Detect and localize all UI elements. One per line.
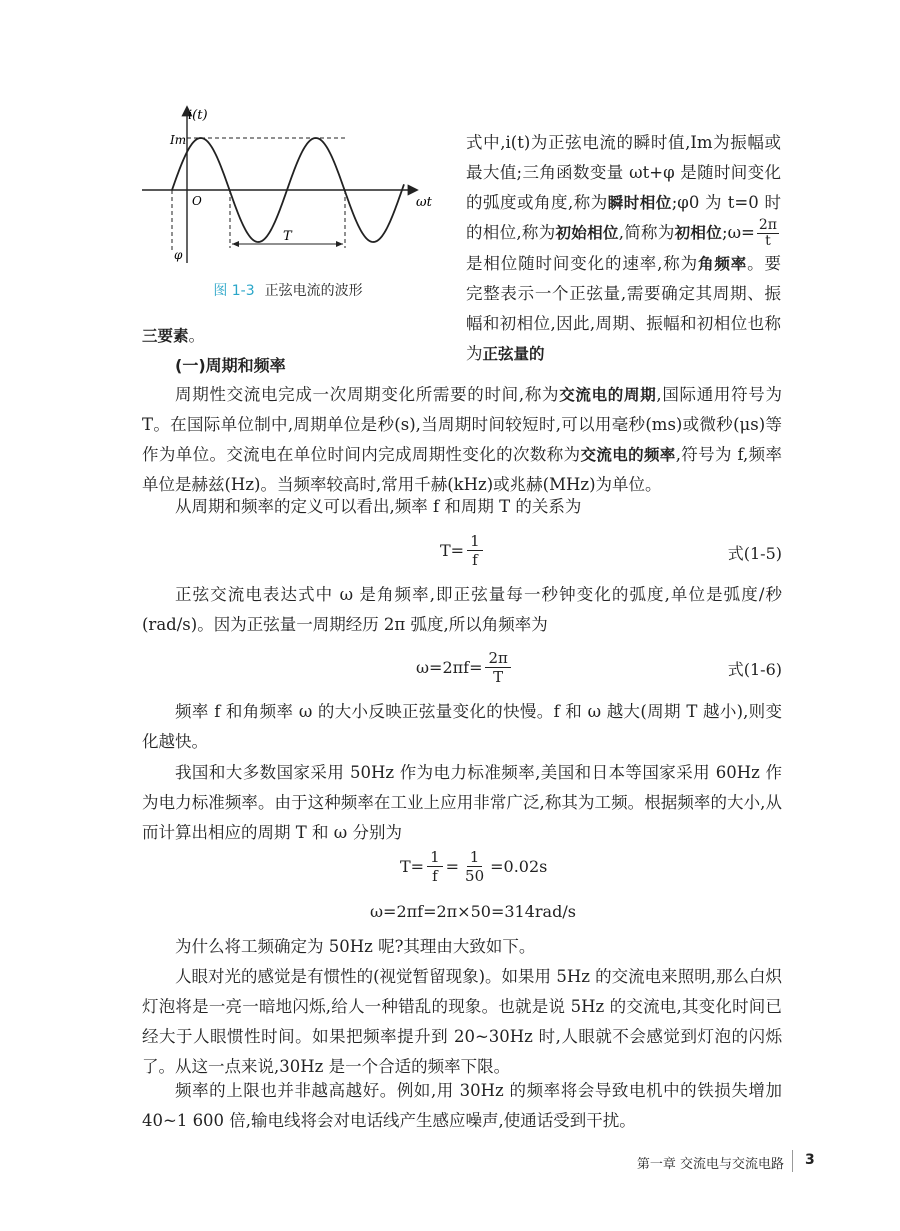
amplitude-label: Im (170, 133, 187, 147)
omega-fraction: $\frac{2\pi}{t}$ (758, 217, 777, 249)
term-initial-phase: 初始相位 (555, 224, 619, 242)
wrapped-paragraph: 式中,i(t)为正弦电流的瞬时值,Im为振幅或最大值;三角函数变量 ωt+φ 是随时间变化的弧度或角度,称为瞬时相位;φ0 为 t=0 时的相位,称为初始相位,简称为初相位;ω= $\frac{2\pi}{t}$ 是相位随时间变化的速率,称为角频率。要完整表示一个正弦量,需要确定其周期、振幅和初相位,因此,周期、振幅和初相位也称为正弦量的 (466, 133, 781, 363)
equation-number-1-6: 式(1-6) (727, 660, 782, 679)
paragraph-upper-limit: 频率的上限也并非越高越好。例如,用 30Hz 的频率将会导致电机中的铁损失增加 40~1 600 倍,输电线将会对电话线产生感应噪声,使通话受到干扰。 (142, 1081, 782, 1130)
sine-wave-figure (138, 98, 448, 308)
paragraph-period-frequency: 周期性交流电完成一次周期变化所需要的时间,称为交流电的周期,国际通用符号为 T。在国际单位制中,周期单位是秒(s),当周期时间较短时,可以用毫秒(ms)或微秒(μs)等作为单位。交流电在单位时间内完成周期性变化的次数称为交流电的频率,符号为 f,频率单位是赫兹(Hz)。当频率较高时,常用千赫(kHz)或兆赫(MHz)为单位。 (142, 385, 782, 494)
x-axis-label: ωt (416, 195, 432, 210)
figure-caption (138, 280, 438, 300)
paragraph-power-frequency: 我国和大多数国家采用 50Hz 作为电力标准频率,美国和日本等国家采用 60Hz 作为电力标准频率。由于这种频率在工业上应用非常广泛,称其为工频。根据频率的大小,从而计算出相应的周期 T 和 ω 分别为 (142, 763, 782, 842)
period-label: T (283, 229, 292, 244)
chapter-title: 第一章 交流电与交流电路 (636, 1157, 784, 1172)
term-phase: 初相位 (674, 224, 723, 242)
equation-omega-value: ω=2πf=2π×50=314rad/s (370, 902, 576, 921)
page-number: 3 (805, 1152, 815, 1168)
term-angular-frequency: 角频率 (697, 255, 748, 273)
term-instant-phase: 瞬时相位 (607, 194, 672, 212)
figure-number: 图 1-3 (213, 283, 255, 299)
origin-label: O (192, 194, 202, 208)
equation-period-value: T= $\frac{1}{f}$ = $\frac{1}{50}$ =0.02s (400, 848, 548, 885)
equation-1-5: T= $\frac{1}{f}$ (440, 532, 486, 569)
equation-number-1-5: 式(1-5) (727, 544, 782, 563)
term-frequency: 交流电的频率 (580, 446, 676, 464)
term-three-elements: 三要素 (142, 327, 189, 345)
paragraph-relation: 从周期和频率的定义可以看出,频率 f 和周期 T 的关系为 (175, 497, 582, 516)
sine-wave-diagram (138, 98, 448, 278)
paragraph-speed: 频率 f 和角频率 ω 的大小反映正弦量变化的快慢。f 和 ω 越大(周期 T 越小),则变化越快。 (142, 702, 782, 751)
figure-caption-text: 正弦电流的波形 (264, 283, 363, 299)
paragraph-lower-limit: 人眼对光的感觉是有惯性的(视觉暂留现象)。如果用 5Hz 的交流电来照明,那么白炽灯泡将是一亮一暗地闪烁,给人一种错乱的现象。也就是说 5Hz 的交流电,其变化时间已经大于人眼惯性时间。如果把频率提升到 20~30Hz 时,人眼就不会感觉到灯泡的闪烁了。从这一点来说,30Hz 是一个合适的频率下限。 (142, 967, 782, 1076)
page-footer (0, 1150, 900, 1174)
y-axis-label: i(t) (188, 108, 208, 123)
term-sinusoid: 正弦量的 (482, 345, 545, 363)
paragraph-angular-frequency: 正弦交流电表达式中 ω 是角频率,即正弦量每一秒钟变化的弧度,单位是弧度/秒(rad/s)。因为正弦量一周期经历 2π 弧度,所以角频率为 (142, 585, 782, 634)
continuation-line: 三要素。 (142, 326, 206, 345)
section-heading: (一)周期和频率 (175, 356, 286, 375)
term-period: 交流电的周期 (559, 386, 657, 404)
phase-label: φ (174, 248, 183, 262)
footer-divider (792, 1150, 793, 1172)
paragraph-why-50hz: 为什么将工频确定为 50Hz 呢?其理由大致如下。 (175, 937, 536, 956)
equation-1-6: ω=2πf= $\frac{2\pi}{T}$ (416, 649, 514, 686)
